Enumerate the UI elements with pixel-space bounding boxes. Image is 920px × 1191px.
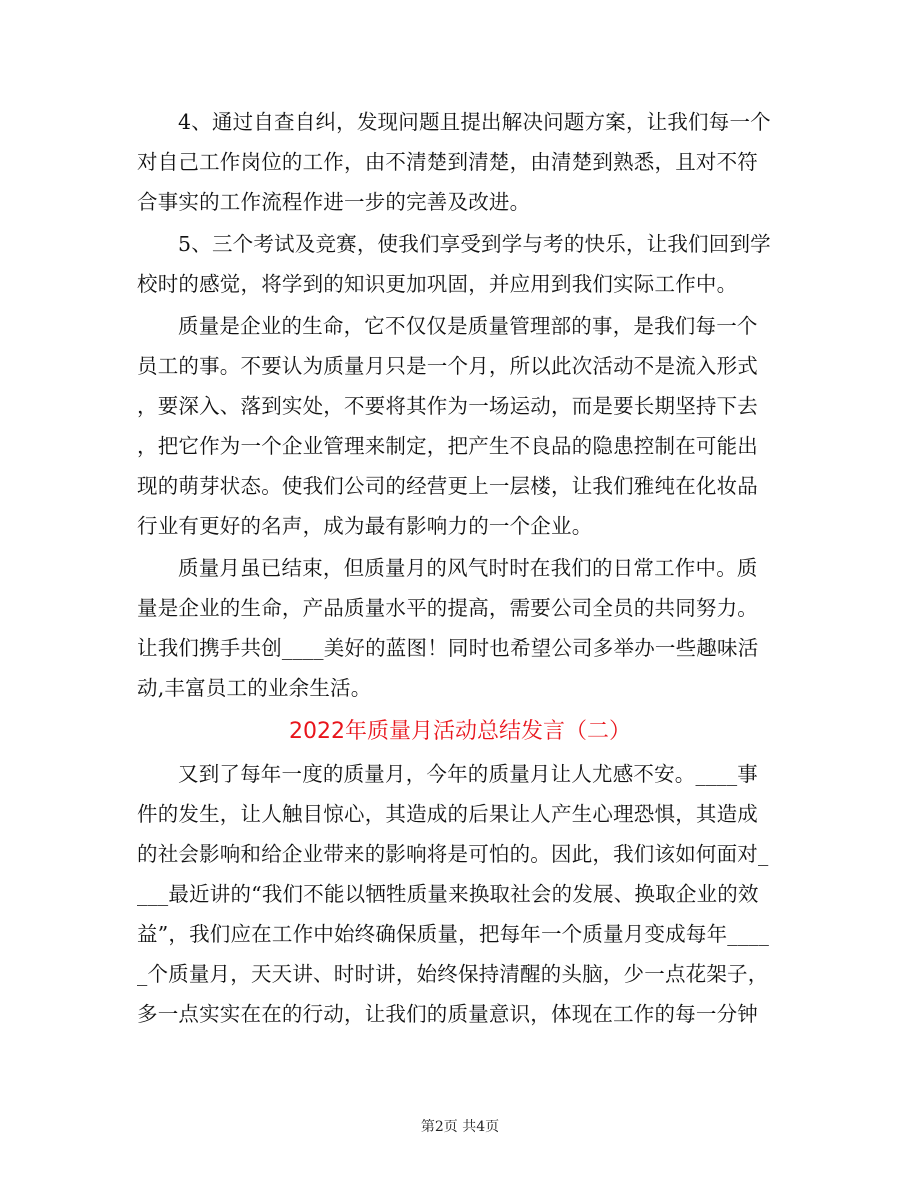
paragraph-3-line-2: 员工的事。不要认为质量月只是一个月，所以此次活动不是流入形式 <box>137 354 758 378</box>
paragraph-4-line-1: 质量月虽已结束，但质量月的风气时时在我们的日常工作中。质 <box>178 556 758 580</box>
paragraph-3-line-1: 质量是企业的生命，它不仅仅是质量管理部的事，是我们每一个 <box>178 314 758 338</box>
paragraph-1-line-3: 合事实的工作流程作进一步的完善及改进。 <box>137 190 531 214</box>
paragraph-4-line-4: 动,丰富员工的业余生活。 <box>137 676 372 700</box>
paragraph-4-line-3: 让我们携手共创____美好的蓝图！同时也希望公司多举办一些趣味活 <box>137 636 759 660</box>
paragraph-3-line-5: 现的萌芽状态。使我们公司的经营更上一层楼，让我们雅纯在化妆品 <box>137 474 758 498</box>
paragraph-2-line-2: 校时的感觉，将学到的知识更加巩固，并应用到我们实际工作中。 <box>137 272 738 296</box>
paragraph-1-line-2: 对自己工作岗位的工作，由不清楚到清楚，由清楚到熟悉，且对不符 <box>137 150 758 174</box>
paragraph-3-line-6: 行业有更好的名声，成为最有影响力的一个企业。 <box>137 514 593 538</box>
page-number-footer: 第2页 共4页 <box>420 1119 500 1135</box>
section-paragraph-line-7: 多一点实实在在的行动，让我们的质量意识，体现在工作的每一分钟 <box>137 1002 758 1026</box>
paragraph-4-line-2: 量是企业的生命，产品质量水平的提高，需要公司全员的共同努力。 <box>137 596 758 620</box>
section-paragraph-line-5: 益”，我们应在工作中始终确保质量，把每年一个质量月变成每年____ <box>137 922 770 946</box>
section-title: 2022年质量月活动总结发言（二） <box>289 719 631 744</box>
paragraph-2-line-1: 5、三个考试及竞赛，使我们享受到学与考的快乐，让我们回到学 <box>178 232 771 256</box>
section-paragraph-line-1: 又到了每年一度的质量月，今年的质量月让人尤感不安。____事 <box>178 762 758 786</box>
paragraph-3-line-4: ，把它作为一个企业管理来制定，把产生不良品的隐患控制在可能出 <box>137 434 758 458</box>
section-paragraph-line-2: 件的发生，让人触目惊心，其造成的后果让人产生心理恐惧，其造成 <box>137 802 758 826</box>
paragraph-3-line-3: ，要深入、落到实处，不要将其作为一场运动，而是要长期坚持下去 <box>137 394 758 418</box>
section-paragraph-line-6: _个质量月，天天讲、时时讲，始终保持清醒的头脑，少一点花架子， <box>137 962 769 986</box>
section-paragraph-line-3: 的社会影响和给企业带来的影响将是可怕的。因此，我们该如何面对_ <box>137 842 769 866</box>
paragraph-1-line-1: 4、通过自查自纠，发现问题且提出解决问题方案，让我们每一个 <box>178 110 771 134</box>
section-paragraph-line-4: ___最近讲的“我们不能以牺牲质量来换取社会的发展、换取企业的效 <box>137 882 759 906</box>
